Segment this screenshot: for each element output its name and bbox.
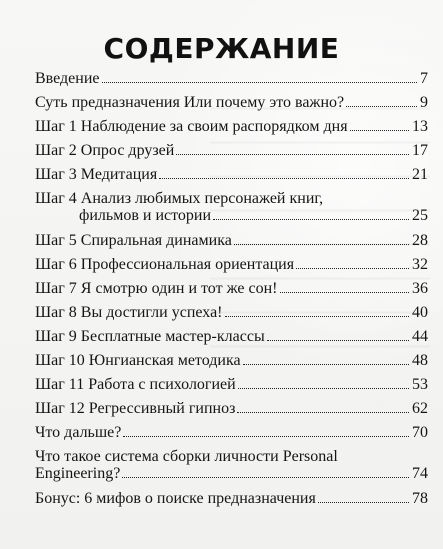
toc-entry-label-line-1: Что такое система сборки личности Personal [35, 448, 338, 466]
toc-page-number: 25 [412, 207, 428, 225]
dot-leader [267, 340, 409, 341]
toc-page-number: 44 [412, 327, 428, 345]
toc-entry-label: Введение [35, 71, 100, 87]
dot-leader [176, 154, 409, 155]
toc-entry-label-line-2: фильмов и истории [79, 208, 212, 225]
toc-entry-bonus [35, 491, 428, 507]
dot-leader [280, 292, 410, 293]
toc-entry-label: Шаг 9 Бесплатные мастер-классы [35, 328, 265, 345]
dot-leader [318, 502, 409, 503]
dot-leader [238, 388, 409, 389]
dot-leader [102, 82, 418, 83]
toc-entry-step-12 [35, 401, 428, 417]
toc-entry-label: Что дальше? [35, 425, 122, 442]
toc-entry-step-6 [35, 257, 428, 273]
toc-entry-step-1 [35, 119, 428, 135]
toc-entry-label: Шаг 6 Профессиональная ориентация [35, 256, 295, 273]
toc-entry-label: Шаг 11 Работа с психологией [35, 377, 236, 394]
toc-entry-label-line-2: Engineering? [35, 466, 121, 483]
dot-leader [296, 268, 409, 269]
toc-entry-label: Суть предназначения Или почему это важно? [35, 95, 345, 112]
toc-entry-personal-engineering [35, 449, 428, 482]
toc-entry-whats-next [35, 425, 428, 441]
toc-entry-label: Шаг 8 Вы достигли успеха! [35, 304, 223, 321]
toc-entry-label: Шаг 5 Спиральная динамика [35, 232, 232, 249]
toc-entry-step-10 [35, 353, 428, 369]
dot-leader [243, 364, 409, 365]
dot-leader [122, 477, 409, 478]
toc-entry-step-11 [35, 377, 428, 393]
toc-entry-label: Шаг 2 Опрос друзей [35, 143, 175, 160]
page-title: СОДЕРЖАНИЕ [103, 32, 340, 65]
dot-leader [346, 106, 417, 107]
toc-entry-label: Шаг 1 Наблюдение за своим распорядком дня [35, 119, 348, 136]
toc-entry-step-9 [35, 329, 428, 345]
toc-entry-intro [35, 71, 428, 87]
toc-entry-step-3 [35, 167, 428, 183]
dot-leader [225, 316, 410, 317]
table-of-contents [35, 71, 428, 515]
toc-page-number: 53 [412, 376, 428, 394]
toc-page-number: 28 [412, 231, 428, 249]
toc-page-number: 32 [412, 255, 428, 273]
toc-entry-step-8 [35, 305, 428, 321]
toc-page-number: 9 [420, 94, 428, 112]
toc-entry-step-7 [35, 281, 428, 297]
toc-entry-label: Шаг 3 Медитация [35, 167, 158, 184]
toc-page-number: 74 [412, 465, 428, 483]
toc-entry-step-4 [35, 191, 428, 224]
toc-entry-label: Шаг 10 Юнгианская методика [35, 353, 241, 370]
dot-leader [237, 412, 409, 413]
toc-page-number: 70 [412, 424, 428, 442]
toc-page-number: 40 [412, 303, 428, 321]
toc-entry-label: Шаг 12 Регрессивный гипноз [35, 401, 236, 418]
dot-leader [234, 244, 409, 245]
toc-page-number: 17 [412, 142, 428, 160]
toc-page-number: 36 [412, 279, 428, 297]
toc-entry-step-5 [35, 233, 428, 249]
dot-leader [123, 436, 409, 437]
toc-page-number: 48 [412, 352, 428, 370]
toc-entry-step-2 [35, 143, 428, 159]
toc-page-number: 62 [412, 400, 428, 418]
dot-leader [213, 219, 409, 220]
toc-entry-label: Шаг 7 Я смотрю один и тот же сон! [35, 280, 278, 297]
toc-page-number: 7 [420, 70, 428, 87]
toc-page-number: 21 [412, 166, 428, 184]
toc-entry-label-line-1: Шаг 4 Анализ любимых персонажей книг, [35, 190, 324, 208]
toc-entry-label: Бонус: 6 мифов о поиске предназначения [35, 490, 316, 507]
toc-entry-purpose [35, 95, 428, 111]
dot-leader [159, 178, 409, 179]
dot-leader [350, 130, 409, 131]
toc-page-number: 13 [412, 118, 428, 136]
toc-page-number: 78 [412, 489, 428, 507]
